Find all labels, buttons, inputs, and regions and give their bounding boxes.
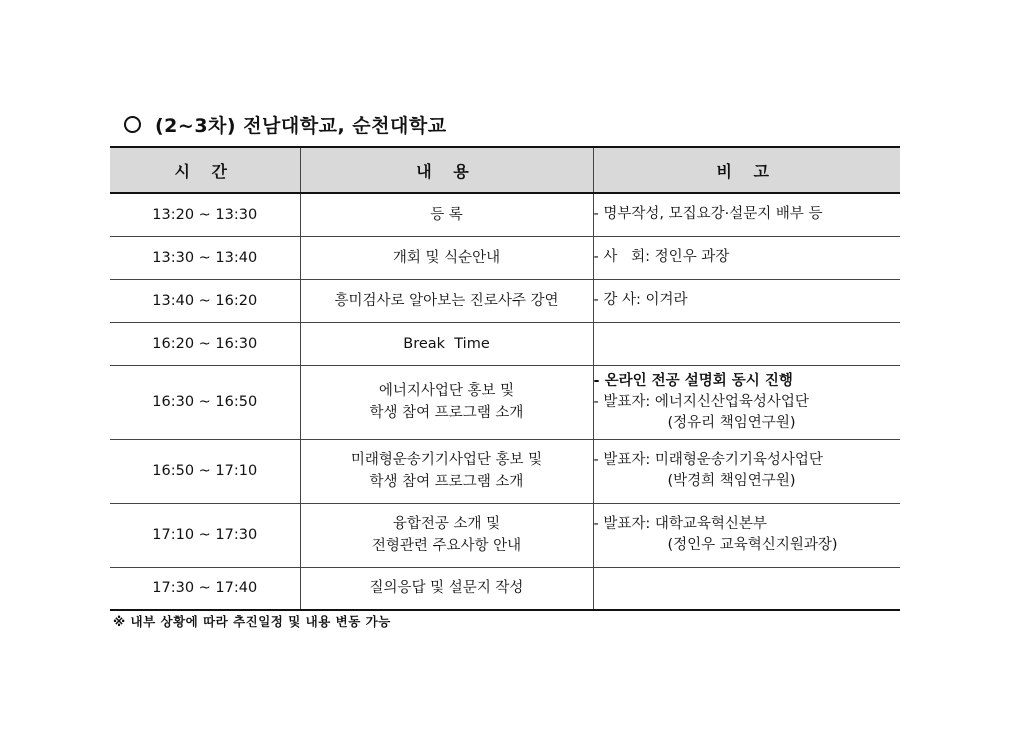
header-remarks: 비 고	[593, 147, 900, 193]
content-line: 전형관련 주요사항 안내	[371, 538, 522, 554]
note-line: - 발표자: 대학교육혁신본부	[593, 516, 767, 532]
section-title: (2~3차) 전남대학교, 순천대학교	[155, 114, 447, 137]
note-line-highlight: - 온라인 전공 설명회 동시 진행	[593, 372, 793, 389]
circle-bullet-icon	[124, 116, 141, 133]
content-line: 미래형운송기기사업단 홍보 및	[350, 452, 543, 468]
note-cell	[593, 279, 900, 322]
content-cell	[300, 193, 593, 236]
content-line: 학생 참여 프로그램 소개	[369, 405, 524, 421]
schedule-table	[110, 146, 900, 611]
note-cell	[593, 439, 900, 503]
content-line: 융합전공 소개 및	[392, 516, 501, 532]
table-row	[110, 193, 900, 236]
table-row	[110, 567, 900, 610]
note-cell-empty	[593, 567, 900, 610]
content-line: 질의응답 및 설문지 작성	[369, 580, 524, 597]
note-line: - 발표자: 미래형운송기기육성사업단	[593, 452, 823, 468]
note-line: - 강 사: 이겨라	[593, 292, 688, 308]
time-cell: 17:30 ~ 17:40	[110, 567, 300, 610]
time-cell: 13:30 ~ 13:40	[110, 236, 300, 279]
content-line: 개회 및 식순안내	[392, 249, 501, 266]
content-cell	[300, 567, 593, 610]
header-time: 시 간	[110, 147, 300, 193]
note-cell	[593, 193, 900, 236]
table-row	[110, 365, 900, 439]
time-cell: 16:20 ~ 16:30	[110, 322, 300, 365]
time-cell: 16:30 ~ 16:50	[110, 365, 300, 439]
header-content: 내 용	[300, 147, 593, 193]
note-cell-empty	[593, 322, 900, 365]
content-line: 등 록	[430, 206, 463, 223]
note-line: (정인우 교육혁신지원과장)	[667, 537, 838, 553]
note-line: (박경희 책임연구원)	[667, 473, 796, 489]
time-cell: 17:10 ~ 17:30	[110, 503, 300, 567]
time-cell: 16:50 ~ 17:10	[110, 439, 300, 503]
table-row	[110, 503, 900, 567]
note-line: - 사 회: 정인우 과장	[593, 249, 730, 265]
table-row	[110, 279, 900, 322]
section-heading	[124, 108, 447, 140]
content-cell	[300, 439, 593, 503]
content-cell	[300, 322, 593, 365]
table-row	[110, 322, 900, 365]
table-row	[110, 236, 900, 279]
content-cell	[300, 365, 593, 439]
time-cell: 13:40 ~ 16:20	[110, 279, 300, 322]
note-line: - 명부작성, 모집요강·설문지 배부 등	[593, 206, 823, 223]
content-cell	[300, 236, 593, 279]
content-line: Break Time	[403, 335, 490, 352]
content-line: 흥미검사로 알아보는 진로사주 강연	[334, 292, 559, 309]
table-header-row	[110, 147, 900, 193]
content-cell	[300, 503, 593, 567]
time-cell: 13:20 ~ 13:30	[110, 193, 300, 236]
footnote: ※ 내부 상황에 따라 추진일정 및 내용 변동 가능	[113, 614, 391, 629]
note-line: - 발표자: 에너지신산업육성사업단	[593, 393, 809, 410]
table-row	[110, 439, 900, 503]
note-line: (정유리 책임연구원)	[667, 414, 796, 431]
note-cell	[593, 236, 900, 279]
content-cell	[300, 279, 593, 322]
note-cell	[593, 365, 900, 439]
content-line: 학생 참여 프로그램 소개	[369, 474, 524, 490]
note-cell	[593, 503, 900, 567]
content-line: 에너지사업단 홍보 및	[378, 383, 515, 399]
